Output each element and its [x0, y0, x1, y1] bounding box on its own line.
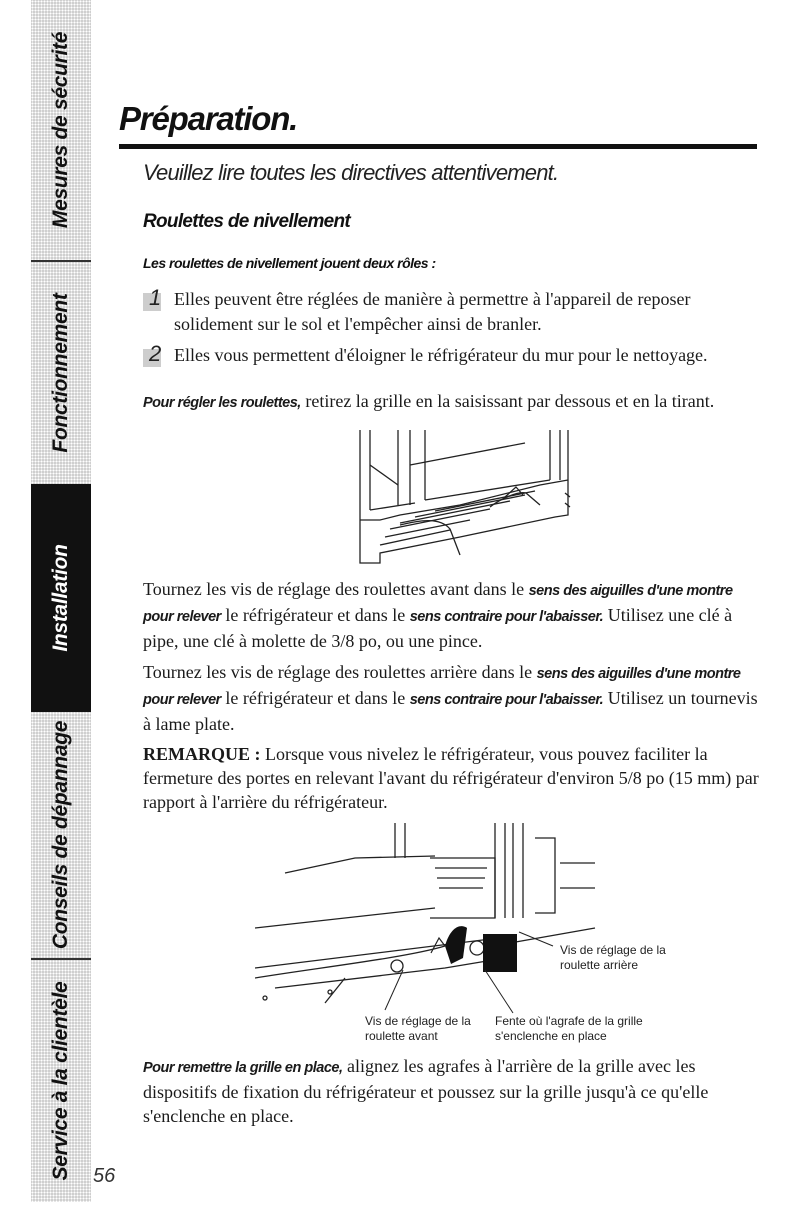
roles-heading: Les roulettes de nivellement jouent deux rôles : [143, 255, 436, 271]
section-heading: Roulettes de nivellement [143, 211, 351, 232]
text-run: Utilisez une clé à pipe, une clé à molette de 3/8 po, ou une pince. [143, 605, 733, 651]
sidebar-nav [31, 0, 91, 1225]
remarque-label: REMARQUE : [143, 744, 261, 764]
number-badge-icon [143, 341, 169, 369]
emphasis-direction: sens des aiguilles d'une montre pour relever [143, 583, 733, 625]
numbered-item [143, 343, 763, 368]
item-number: 2 [149, 341, 162, 366]
front-rollers-paragraph [143, 577, 763, 653]
tab-fonctionnement[interactable] [31, 262, 91, 484]
numbered-item [143, 287, 763, 337]
emphasis-direction: sens contraire pour l'abaisser. [409, 609, 604, 625]
text-run: Tournez les vis de réglage des roulettes arrière dans le [143, 662, 537, 682]
tab-service-a-la-clientele[interactable] [31, 960, 91, 1202]
tab-label: Service à la clientèle [49, 981, 72, 1181]
item-text: Elles peuvent être réglées de manière à permettre à l'appareil de reposer solidement sur le sol et l'empêcher ainsi de branler. [174, 289, 691, 334]
tab-label: Mesures de sécurité [49, 31, 72, 229]
page-number: 56 [93, 1165, 116, 1187]
page-subtitle: Veuillez lire toutes les directives attentivement. [143, 160, 559, 185]
tab-label: Installation [49, 544, 72, 652]
number-badge-icon [143, 285, 169, 313]
rear-rollers-paragraph [143, 660, 763, 736]
tab-mesures-de-securite[interactable] [31, 0, 91, 260]
text-run: le réfrigérateur et dans le [220, 605, 410, 625]
tab-label: Conseils de dépannage [49, 720, 72, 950]
text-run: le réfrigérateur et dans le [220, 688, 410, 708]
tab-installation[interactable] [31, 484, 91, 712]
remarque-text: Lorsque vous nivelez le réfrigérateur, vous pouvez faciliter la fermeture des portes en relevant l'avant du réfrigérateur d'environ 5/8 po (15 mm) par rapport à l'arrière du réfrigérateur. [143, 744, 759, 812]
replace-lead: Pour remettre la grille en place, [143, 1060, 343, 1076]
slot-label: Fente où l'agrafe de la grille s'enclenche en place [495, 1014, 643, 1043]
emphasis-direction: sens des aiguilles d'une montre pour relever [143, 666, 741, 708]
adjust-paragraph [143, 389, 763, 415]
remarque-paragraph [143, 742, 763, 814]
emphasis-direction: sens contraire pour l'abaisser. [409, 692, 604, 708]
text-run: Utilisez un tournevis à lame plate. [143, 688, 758, 734]
adjust-text: retirez la grille en la saisissant par dessous et en la tirant. [300, 391, 715, 411]
adjust-lead: Pour régler les roulettes, [143, 395, 301, 411]
item-number: 1 [149, 285, 162, 310]
tab-conseils-de-depannage[interactable] [31, 712, 91, 958]
replace-text: alignez les agrafes à l'arrière de la grille avec les dispositifs de fixation du réfrigérateur et poussez sur la grille jusqu'à ce qu'elle s'enclenche en place. [143, 1056, 709, 1126]
rear-screw-label: Vis de réglage de la roulette arrière [560, 943, 666, 972]
page-title: Préparation. [119, 100, 298, 137]
front-screw-label: Vis de réglage de la roulette avant [365, 1014, 471, 1043]
item-text: Elles vous permettent d'éloigner le réfrigérateur du mur pour le nettoyage. [174, 345, 708, 365]
roller-screws-illustration [255, 818, 615, 1018]
grille-removal-illustration [340, 425, 580, 575]
text-run: Tournez les vis de réglage des roulettes avant dans le [143, 579, 529, 599]
tab-label: Fonctionnement [49, 293, 72, 453]
title-rule [119, 144, 757, 149]
replace-grille-paragraph [143, 1054, 763, 1128]
